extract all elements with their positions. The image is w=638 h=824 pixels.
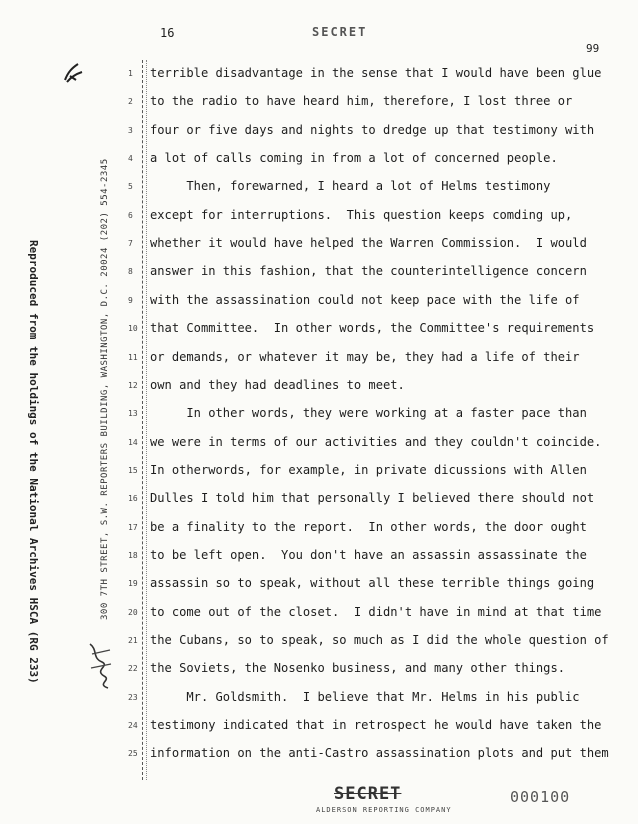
transcript-line: terrible disadvantage in the sense that I would have been glue: [150, 66, 602, 80]
archive-stamp-scribble: [86, 640, 116, 690]
transcript-line: or demands, or whatever it may be, they had a life of their: [150, 349, 580, 364]
line-number: 17: [128, 522, 138, 532]
line-number: 18: [128, 550, 138, 560]
transcript-line: information on the anti-Castro assassination plots and put them: [150, 746, 609, 761]
transcript-line: Mr. Goldsmith. I believe that Mr. Helms in his public: [150, 689, 580, 704]
transcript-line: In other words, they were working at a faster pace than: [150, 406, 587, 421]
line-number: 10: [128, 324, 138, 334]
transcript-line: that Committee. In other words, the Committee's requirements: [150, 321, 595, 336]
line-number: 25: [128, 749, 138, 759]
line-number: 20: [128, 607, 138, 617]
document-number: 000100: [510, 788, 571, 806]
archive-note: Reproduced from the holdings of the National Archives HSCA (RG 233): [27, 240, 40, 684]
transcript-line: be a finality to the report. In other words, the door ought: [150, 519, 587, 534]
line-number: 13: [128, 409, 138, 419]
line-number: 8: [128, 267, 133, 277]
page-number: 16: [160, 26, 175, 40]
line-number: 22: [128, 664, 138, 674]
transcript-line: to the radio to have heard him, therefore, I lost three or: [150, 94, 573, 109]
line-number: 23: [128, 692, 138, 702]
transcript-line: In otherwords, for example, in private dicussions with Allen: [150, 462, 587, 477]
classification-stamp-bottom: SECRET: [334, 784, 402, 804]
transcript-line: a lot of calls coming in from a lot of concerned people.: [150, 151, 558, 166]
line-number: 2: [128, 97, 133, 107]
transcript-line: except for interruptions. This question keeps comding up,: [150, 207, 573, 222]
line-number: 7: [128, 239, 133, 249]
line-number: 9: [128, 295, 133, 305]
transcript-line: own and they had deadlines to meet.: [150, 377, 405, 392]
line-number: 14: [128, 437, 138, 447]
folio-number: 99: [586, 42, 600, 55]
transcript-line: to be left open. You don't have an assassin assassinate the: [150, 547, 587, 562]
line-number: 11: [128, 352, 138, 362]
line-number: 1: [128, 69, 133, 78]
margin-rule: [142, 60, 143, 780]
line-number: 6: [128, 210, 133, 220]
classification-stamp-top: SECRET: [312, 25, 368, 39]
line-number: 5: [128, 182, 133, 192]
line-number: 16: [128, 494, 138, 504]
transcript-line: Dulles I told him that personally I believed there should not: [150, 491, 595, 506]
transcript-line: Then, forewarned, I heard a lot of Helms testimony: [150, 179, 551, 194]
transcript-line: we were in terms of our activities and they couldn't coincide.: [150, 434, 602, 449]
transcript-line: assassin so to speak, without all these terrible things going: [150, 576, 595, 591]
transcript-line: the Cubans, so to speak, so much as I did the whole question of: [150, 633, 609, 647]
margin-rule-inner: [146, 60, 147, 780]
transcript-line: whether it would have helped the Warren Commission. I would: [150, 236, 587, 251]
line-number: 12: [128, 380, 138, 390]
reporter-address: 300 7TH STREET, S.W. REPORTERS BUILDING, WASHINGTON, D.C. 20024 (202) 554-2345: [100, 158, 110, 620]
transcript-line: the Soviets, the Nosenko business, and many other things.: [150, 661, 566, 676]
line-number: 4: [128, 154, 133, 164]
transcript-line: with the assassination could not keep pace with the life of: [150, 292, 580, 307]
line-number: 21: [128, 636, 138, 645]
transcript-line: answer in this fashion, that the counterintelligence concern: [150, 264, 587, 279]
handwritten-mark: [62, 60, 86, 86]
transcript-line: to come out of the closet. I didn't have in mind at that time: [150, 604, 602, 619]
line-number: 15: [128, 465, 138, 475]
line-number: 19: [128, 579, 138, 589]
transcript-line: testimony indicated that in retrospect he would have taken the: [150, 718, 602, 733]
transcript-line: four or five days and nights to dredge up that testimony with: [150, 122, 595, 137]
reporting-company: ALDERSON REPORTING COMPANY: [316, 806, 452, 814]
line-number: 3: [128, 125, 133, 135]
line-number: 24: [128, 721, 138, 731]
